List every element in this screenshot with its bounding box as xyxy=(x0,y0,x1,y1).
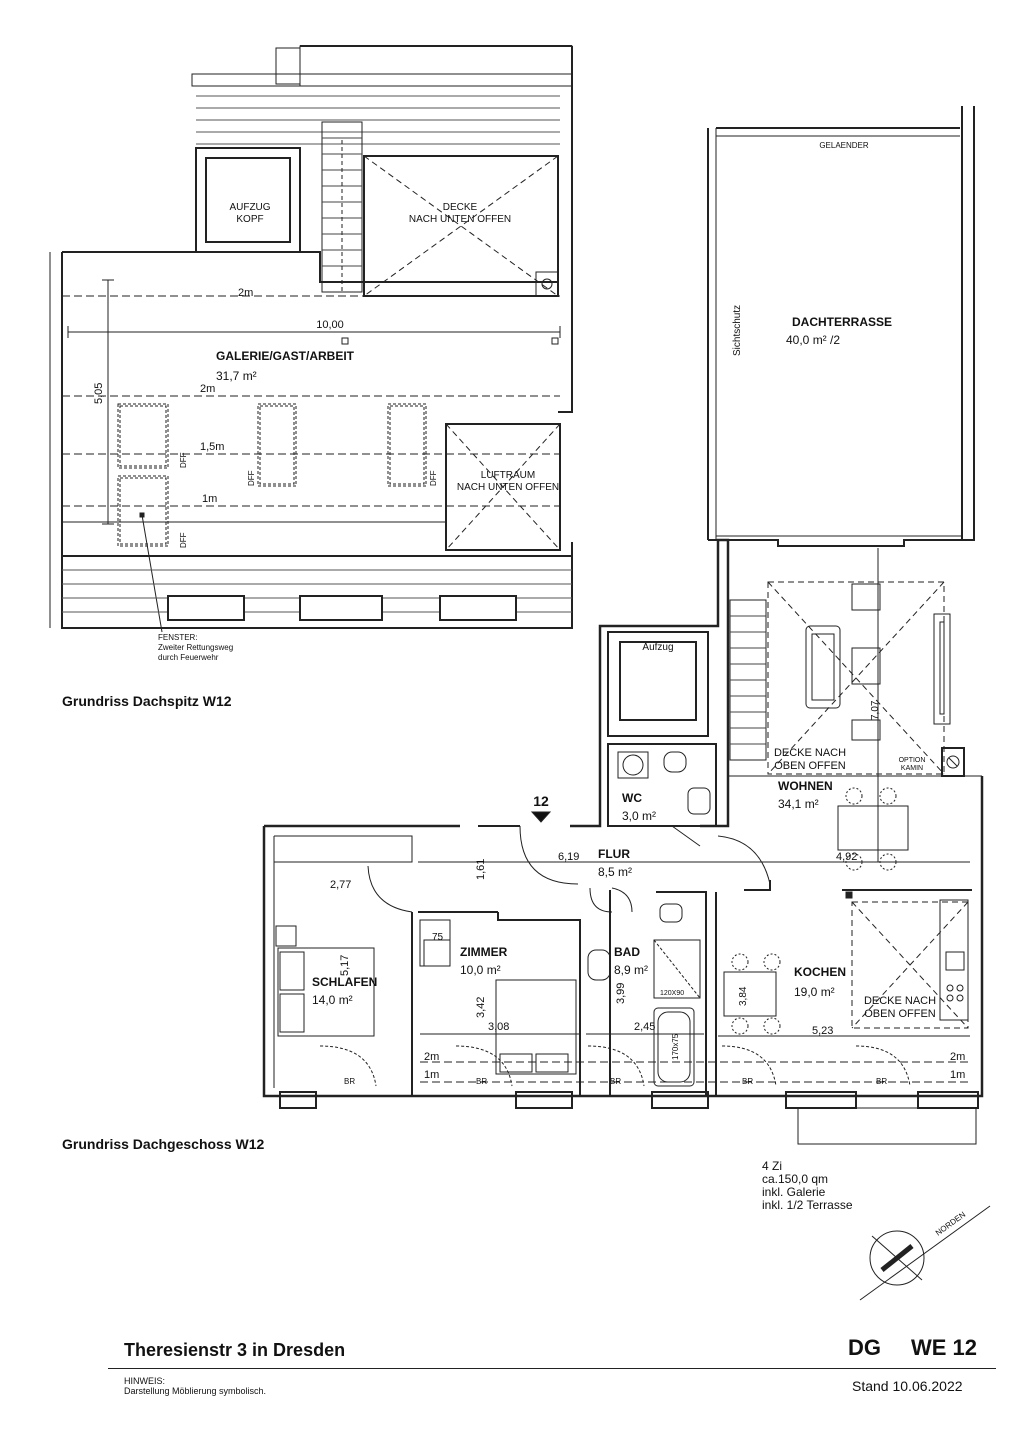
zimmer-label: ZIMMER xyxy=(460,945,508,959)
luftraum-label-2: NACH UNTEN OFFEN xyxy=(456,482,560,493)
luftraum-label: LUFTRAUM xyxy=(480,470,536,481)
dim-245: 2,45 xyxy=(634,1021,656,1033)
galerie-area: 31,7 m² xyxy=(216,369,257,383)
fenster-label: FENSTER: xyxy=(158,633,198,642)
option-kamin-label: OPTION xyxy=(898,757,926,764)
dim-277: 2,77 xyxy=(330,879,352,891)
dim-308: 3,08 xyxy=(488,1021,510,1033)
aufzug-kopf-label-2: KOPF xyxy=(236,214,264,225)
br-label-4: BR xyxy=(742,1077,754,1086)
option-kamin-label-2: KAMIN xyxy=(900,765,924,772)
decke-nach-oben-2-label-2: OBEN OFFEN xyxy=(864,1008,936,1020)
dim-505: 5,05 xyxy=(93,382,105,404)
galerie-label: GALERIE/GAST/ARBEIT xyxy=(216,349,355,363)
dim-2m-c: 2m xyxy=(424,1051,440,1063)
wc-area: 3,0 m² xyxy=(622,809,657,823)
dim-15m: 1,5m xyxy=(200,441,225,453)
dim-10: 10,00 xyxy=(316,319,344,331)
sichtschutz-label: Sichtschutz xyxy=(732,304,743,356)
decke-offen-top-label-2: NACH UNTEN OFFEN xyxy=(408,214,512,225)
wohnen-label: WOHNEN xyxy=(778,779,833,793)
dff-label-2: DFF xyxy=(179,532,188,548)
summary-terrasse: inkl. 1/2 Terrasse xyxy=(762,1198,853,1212)
decke-nach-oben-1-label: DECKE NACH xyxy=(773,747,847,759)
decke-nach-oben-2-label: DECKE NACH xyxy=(863,995,937,1007)
entrance-number: 12 xyxy=(533,793,549,809)
aufzug-kopf-label: AUFZUG xyxy=(229,202,271,213)
dim-75: 75 xyxy=(432,932,444,943)
aufzug-label: Aufzug xyxy=(642,642,674,653)
bad-area: 8,9 m² xyxy=(614,963,649,977)
wc-label: WC xyxy=(622,791,642,805)
dim-2m-a: 2m xyxy=(238,287,254,299)
dim-399: 3,99 xyxy=(615,982,627,1004)
kochen-area: 19,0 m² xyxy=(794,985,835,999)
decke-nach-oben-1-label-2: OBEN OFFEN xyxy=(774,760,846,772)
shower-size: 120X90 xyxy=(660,990,685,997)
summary-area: ca.150,0 qm xyxy=(762,1172,829,1186)
decke-offen-top-label: DECKE xyxy=(442,202,478,213)
dim-1m-d: 1m xyxy=(950,1069,966,1081)
dim-2m-b: 2m xyxy=(200,383,216,395)
flur-area: 8,5 m² xyxy=(598,865,633,879)
footer-code xyxy=(848,1335,977,1361)
dff-label-4: DFF xyxy=(429,470,438,486)
dachgeschoss-plan xyxy=(264,540,990,1300)
dachterrasse-label: DACHTERRASSE xyxy=(791,315,893,329)
dim-1m-c: 1m xyxy=(424,1069,440,1081)
tub-size: 170x75 xyxy=(671,1033,680,1060)
dachspitz-plan xyxy=(50,46,572,632)
dim-161: 1,61 xyxy=(475,858,487,880)
dim-517: 5,17 xyxy=(339,954,351,976)
fenster-label-2: Zweiter Rettungsweg xyxy=(158,643,234,652)
fenster-label-3: durch Feuerwehr xyxy=(158,653,219,662)
bad-label: BAD xyxy=(614,945,640,959)
dim-2m-d: 2m xyxy=(950,1051,966,1063)
summary-galerie: inkl. Galerie xyxy=(762,1185,826,1199)
dim-384: 3,84 xyxy=(738,986,749,1006)
footer-unit: WE 12 xyxy=(911,1335,978,1360)
dim-707: 7,07 xyxy=(870,700,881,720)
schlafen-area: 14,0 m² xyxy=(312,993,353,1007)
schlafen-label: SCHLAFEN xyxy=(312,975,378,989)
unit-summary xyxy=(762,1160,853,1212)
dim-342: 3,42 xyxy=(475,996,487,1018)
kochen-label: KOCHEN xyxy=(794,965,847,979)
footer-note-head: HINWEIS: xyxy=(124,1376,166,1386)
dff-label-3: DFF xyxy=(247,470,256,486)
zimmer-area: 10,0 m² xyxy=(460,963,501,977)
gelaender-label: GELAENDER xyxy=(819,141,869,150)
dim-492: 4,92 xyxy=(836,851,858,863)
dachterrasse-area: 40,0 m² /2 xyxy=(786,333,841,347)
br-label-2: BR xyxy=(476,1077,488,1086)
summary-rooms: 4 Zi xyxy=(762,1159,783,1173)
footer-level: DG xyxy=(848,1335,881,1360)
norden-label: NORDEN xyxy=(933,1209,968,1238)
dim-1m: 1m xyxy=(202,493,218,505)
footer-rule xyxy=(108,1368,996,1369)
br-label-3: BR xyxy=(610,1077,622,1086)
footer-note-text: Darstellung Möblierung symbolisch. xyxy=(124,1386,267,1396)
dim-619: 6,19 xyxy=(558,851,580,863)
caption-dachgeschoss: Grundriss Dachgeschoss W12 xyxy=(62,1136,265,1152)
flur-label: FLUR xyxy=(598,847,630,861)
br-label-5: BR xyxy=(876,1077,888,1086)
dff-label-1: DFF xyxy=(179,452,188,468)
wohnen-area: 34,1 m² xyxy=(778,797,819,811)
dim-523: 5,23 xyxy=(812,1025,834,1037)
caption-dachspitz: Grundriss Dachspitz W12 xyxy=(62,693,232,709)
footer-note xyxy=(124,1376,266,1396)
br-label-1: BR xyxy=(344,1077,356,1086)
footer-title: Theresienstr 3 in Dresden xyxy=(124,1340,346,1360)
footer-date: Stand 10.06.2022 xyxy=(852,1378,963,1394)
